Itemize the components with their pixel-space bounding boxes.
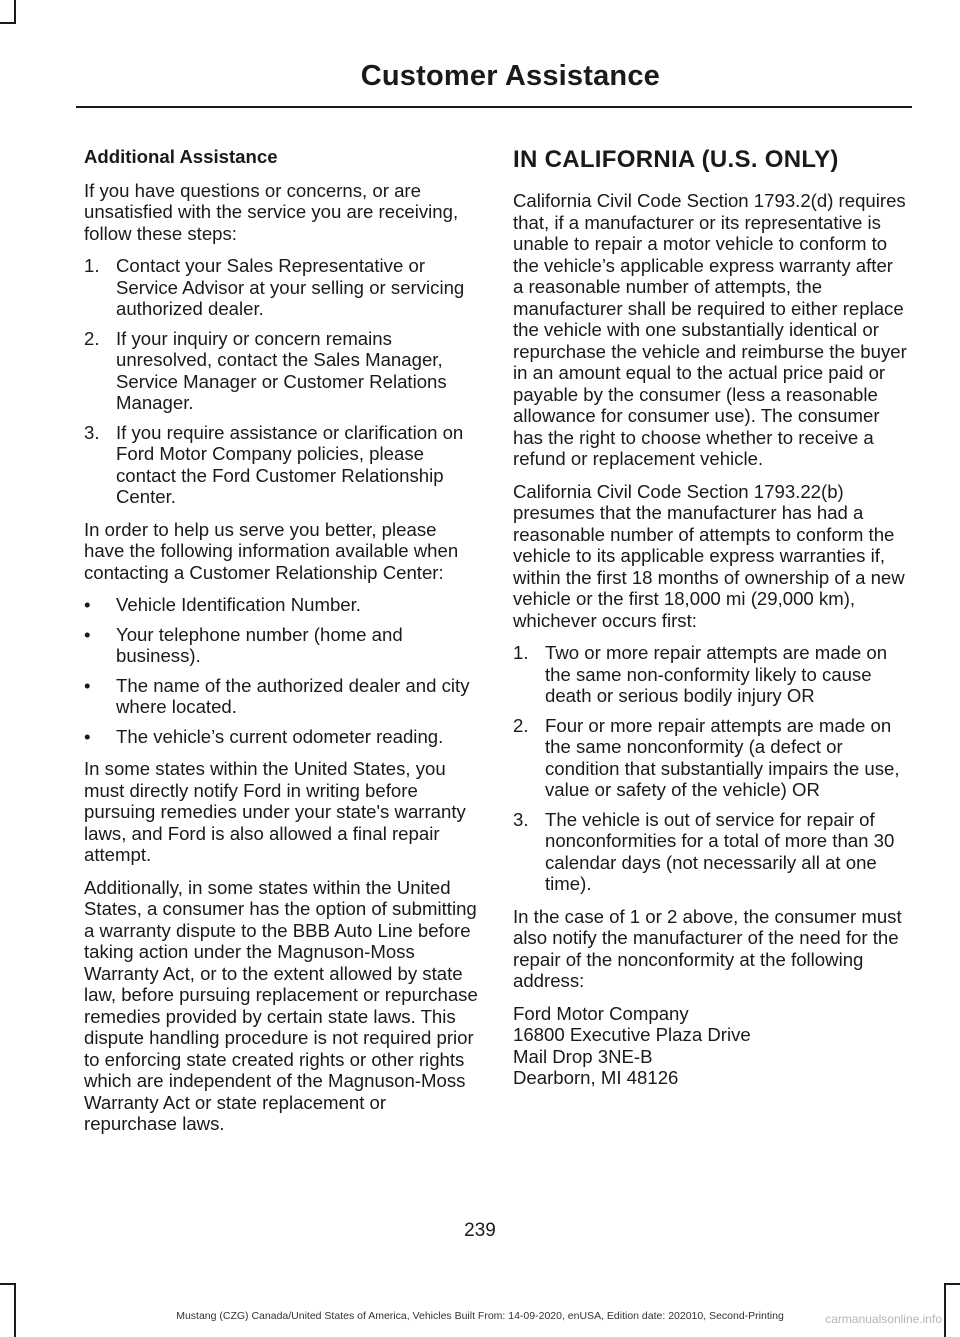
list-item [84,624,479,667]
assistance-steps-list [84,255,479,508]
list-item [84,726,479,748]
states-paragraph: In some states within the United States, you must directly notify Ford in writing before pursuing remedies under your state's warranty laws, and Ford is also allowed a final repair attempt. [84,758,466,865]
list-item [84,675,479,718]
page-number: 239 [464,1220,496,1241]
header-divider [76,106,912,108]
bullet-mark: • [84,674,91,696]
crop-mark-top-left [14,0,16,24]
bullet-mark: • [84,725,91,747]
address-line: Dearborn, MI 48126 [513,1067,679,1088]
list-item-text: If you require assistance or clarification on Ford Motor Company policies, please contact the Ford Customer Relationship Center. [116,421,464,507]
address-line: 16800 Executive Plaza Drive [513,1024,751,1045]
additional-assistance-heading: Additional Assistance [84,146,278,167]
page-header-title: Customer Assistance [360,60,660,92]
conditions-list [513,642,908,895]
list-number: 1. [84,255,100,276]
list-item [513,809,908,895]
intro-paragraph: If you have questions or concerns, or are unsatisfied with the service you are receiving, follow these steps: [84,179,459,244]
crop-mark-bottom-right-h [944,1283,960,1285]
list-item [84,594,479,616]
list-item-text: The vehicle’s current odometer reading. [116,725,444,747]
list-item-text: Your telephone number (home and business). [116,623,403,666]
right-column [513,146,908,1089]
list-number: 1. [513,642,529,663]
list-item-text: Vehicle Identification Number. [116,594,361,615]
list-number: 2. [84,327,100,349]
list-item [84,422,479,508]
list-item-text: The name of the authorized dealer and city where located. [116,674,470,717]
list-item-text: Contact your Sales Representative or Service Advisor at your selling or servicing authorized dealer. [116,255,465,319]
civil-code-paragraph-1: California Civil Code Section 1793.2(d) requires that, if a manufacturer or its representative is unable to repair a motor vehicle to conform to the vehicle’s applicable express warranty after a reasonable number of attempts, the manufacturer shall be required to either replace the vehicle with one substantially identical or repurchase the vehicle and reimburse the buyer in an amount equal to the actual price paid or payable by the consumer (less a reasonable allowance for consumer use). The consumer has the right to choose whether to receive a refund or replacement vehicle. [513,190,907,469]
ford-address-block [513,1003,908,1089]
list-item-text: The vehicle is out of service for repair of nonconformities for a total of more than 30 calendar days (not necessarily all at one time). [545,808,895,894]
info-bullet-list [84,594,479,747]
list-item-text: Two or more repair attempts are made on the same non-conformity likely to cause death or serious bodily injury OR [545,642,888,706]
list-item-text: Four or more repair attempts are made on the same nonconformity (a defect or condition that substantially impairs the use, value or safety of the vehicle) OR [545,714,900,800]
list-item [84,328,479,414]
list-item [84,255,479,320]
list-number: 3. [84,421,100,443]
footer-edition-info: Mustang (CZG) Canada/United States of America, Vehicles Built From: 14-09-2020, enUSA, Edition date: 202010, Second-Printing [176,1310,784,1322]
california-heading: IN CALIFORNIA (U.S. ONLY) [513,146,839,173]
civil-code-paragraph-2: California Civil Code Section 1793.22(b) presumes that the manufacturer has had a reasonable number of attempts to conform the vehicle to its applicable express warranties if, within the first 18 months of ownership of a new vehicle or the first 18,000 mi (29,000 km), whichever occurs first: [513,480,905,631]
watermark: carmanualsonline.info [825,1312,942,1326]
address-line: Ford Motor Company [513,1002,689,1024]
list-number: 3. [513,808,529,830]
address-line: Mail Drop 3NE-B [513,1045,653,1067]
crop-mark-bottom-left-h [0,1283,16,1285]
bullet-mark: • [84,623,91,645]
list-item [513,715,908,801]
list-item [513,642,908,707]
list-item-text: If your inquiry or concern remains unresolved, contact the Sales Manager, Service Manager or Customer Relations Manager. [116,327,447,413]
crop-mark-top-left-h [0,22,16,24]
bbb-paragraph: Additionally, in some states within the United States, a consumer has the option of submitting a warranty dispute to the BBB Auto Line before taking action under the Magnuson-Moss Warranty Act, or to the extent allowed by state law, before pursuing replacement or repurchase remedies provided by certain state laws. This dispute handling procedure is not required prior to enforcing state created rights or other rights which are independent of the Magnuson-Moss Warranty Act or state replacement or repurchase laws. [84,876,478,1134]
info-intro-paragraph: In order to help us serve you better, please have the following information available when contacting a Customer Relationship Center: [84,518,459,583]
bullet-mark: • [84,594,91,615]
left-column [84,146,479,1146]
list-number: 2. [513,714,529,736]
notify-paragraph: In the case of 1 or 2 above, the consumer must also notify the manufacturer of the need for the repair of the nonconformity at the following address: [513,905,902,991]
